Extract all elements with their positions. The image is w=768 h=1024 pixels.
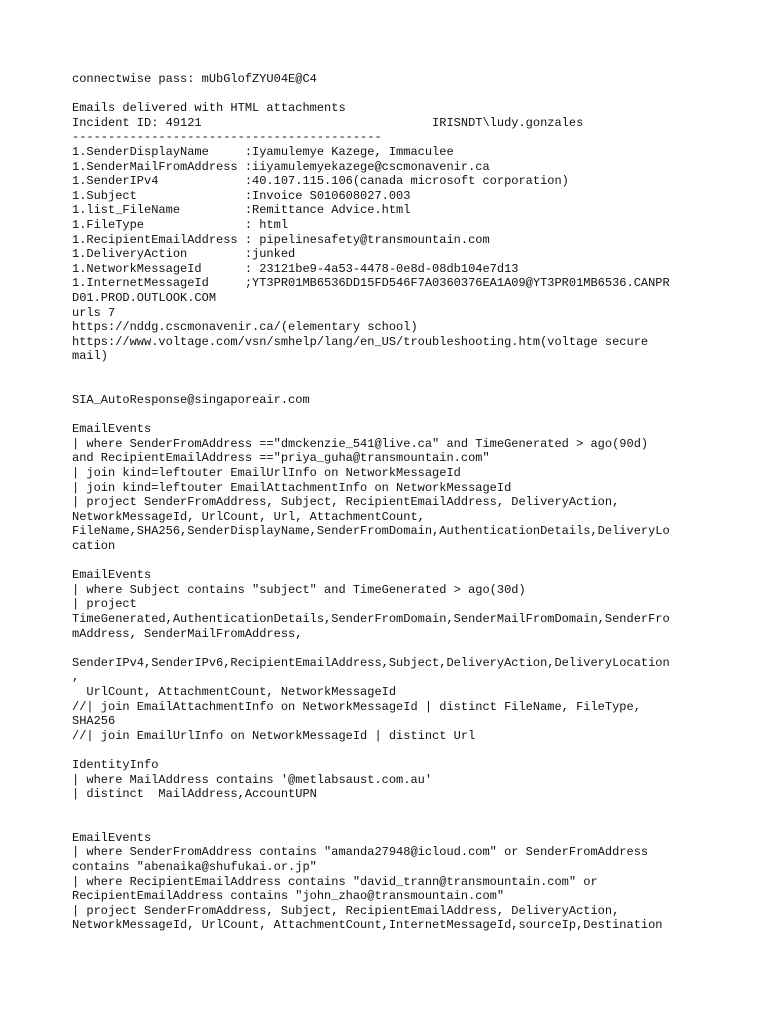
field-line: 1.SenderMailFromAddress :iiyamulemyekazege@cscmonavenir.ca: [72, 159, 490, 174]
query-line: | project: [72, 597, 137, 612]
blank-line: [72, 743, 702, 758]
query-line: | where RecipientEmailAddress contains "david_trann@transmountain.com" or: [72, 874, 598, 889]
blank-line: [72, 641, 702, 656]
document-page: [72, 72, 702, 933]
divider-line: -------------------------------------------: [72, 130, 382, 145]
incident-line: Incident ID: 49121 IRISNDT\ludy.gonzales: [72, 115, 584, 130]
field-line: 1.SenderIPv4 :40.107.115.106(canada microsoft corporation): [72, 174, 569, 189]
field-line: 1.DeliveryAction :junked: [72, 247, 296, 262]
query-line: | where SenderFromAddress contains "amanda27948@icloud.com" or SenderFromAddress: [72, 845, 649, 860]
query-line: EmailEvents: [72, 568, 152, 583]
query-line: | project SenderFromAddress, Subject, RecipientEmailAddress, DeliveryAction,: [72, 495, 620, 510]
query-line: RecipientEmailAddress contains "john_zhao@transmountain.com": [72, 889, 505, 904]
field-line: 1.list_FileName :Remittance Advice.html: [72, 203, 411, 218]
query-line: FileName,SHA256,SenderDisplayName,SenderFromDomain,AuthenticationDetails,DeliveryLo: [72, 524, 670, 539]
url-line: https://nddg.cscmonavenir.ca/(elementary school): [72, 320, 418, 335]
blank-line: [72, 408, 702, 423]
query-line: NetworkMessageId, UrlCount, Url, AttachmentCount,: [72, 509, 425, 524]
query-line: | distinct MailAddress,AccountUPN: [72, 787, 317, 802]
query-line: TimeGenerated,AuthenticationDetails,SenderFromDomain,SenderMailFromDomain,SenderFro: [72, 611, 670, 626]
query-line: SHA256: [72, 714, 116, 729]
query-line: EmailEvents: [72, 830, 152, 845]
query-line: contains "abenaika@shufukai.or.jp": [72, 860, 317, 875]
field-line: 1.SenderDisplayName :Iyamulemye Kazege, Immaculee: [72, 144, 454, 159]
query-line: | project SenderFromAddress, Subject, RecipientEmailAddress, DeliveryAction,: [72, 903, 620, 918]
text-line: urls 7: [72, 305, 116, 320]
query-line: //| join EmailUrlInfo on NetworkMessageId | distinct Url: [72, 728, 476, 743]
blank-line: [72, 364, 702, 379]
query-line: cation: [72, 539, 116, 553]
query-line: | join kind=leftouter EmailAttachmentInfo on NetworkMessageId: [72, 480, 512, 495]
blank-line: [72, 816, 702, 831]
query-line: ,: [72, 670, 80, 685]
query-line: UrlCount, AttachmentCount, NetworkMessageId: [72, 684, 397, 699]
url-line: https://www.voltage.com/vsn/smhelp/lang/en_US/troubleshooting.htm(voltage secure: [72, 334, 649, 349]
text-line: Emails delivered with HTML attachments: [72, 101, 346, 116]
blank-line: [72, 87, 702, 102]
field-line: 1.FileType : html: [72, 217, 289, 232]
text-line: connectwise pass: mUbGlofZYU04E@C4: [72, 72, 317, 86]
query-line: | where SenderFromAddress =="dmckenzie_541@live.ca" and TimeGenerated > ago(90d): [72, 436, 649, 451]
query-line: NetworkMessageId, UrlCount, AttachmentCount,InternetMessageId,sourceIp,Destination: [72, 918, 663, 933]
query-line: //| join EmailAttachmentInfo on NetworkMessageId | distinct FileName, FileType,: [72, 699, 641, 714]
field-line: 1.Subject :Invoice S010608027.003: [72, 188, 411, 203]
blank-line: [72, 378, 702, 393]
query-line: EmailEvents: [72, 422, 152, 437]
query-line: mAddress, SenderMailFromAddress,: [72, 626, 303, 641]
text-line: D01.PROD.OUTLOOK.COM: [72, 290, 217, 305]
blank-line: [72, 554, 702, 569]
blank-line: [72, 802, 702, 817]
query-line: SenderIPv4,SenderIPv6,RecipientEmailAddress,Subject,DeliveryAction,DeliveryLocation: [72, 655, 670, 670]
query-line: | join kind=leftouter EmailUrlInfo on NetworkMessageId: [72, 466, 461, 481]
query-line: | where MailAddress contains '@metlabsaust.com.au': [72, 772, 433, 787]
query-line: and RecipientEmailAddress =="priya_guha@transmountain.com": [72, 451, 490, 466]
email-line: SIA_AutoResponse@singaporeair.com: [72, 393, 310, 408]
query-line: IdentityInfo: [72, 757, 159, 772]
field-line: 1.RecipientEmailAddress : pipelinesafety@transmountain.com: [72, 232, 490, 247]
query-line: | where Subject contains "subject" and TimeGenerated > ago(30d): [72, 582, 526, 597]
text-line: mail): [72, 349, 109, 364]
field-line: 1.InternetMessageId ;YT3PR01MB6536DD15FD546F7A0360376EA1A09@YT3PR01MB6536.CANPR: [72, 276, 670, 291]
field-line: 1.NetworkMessageId : 23121be9-4a53-4478-0e8d-08db104e7d13: [72, 261, 519, 276]
